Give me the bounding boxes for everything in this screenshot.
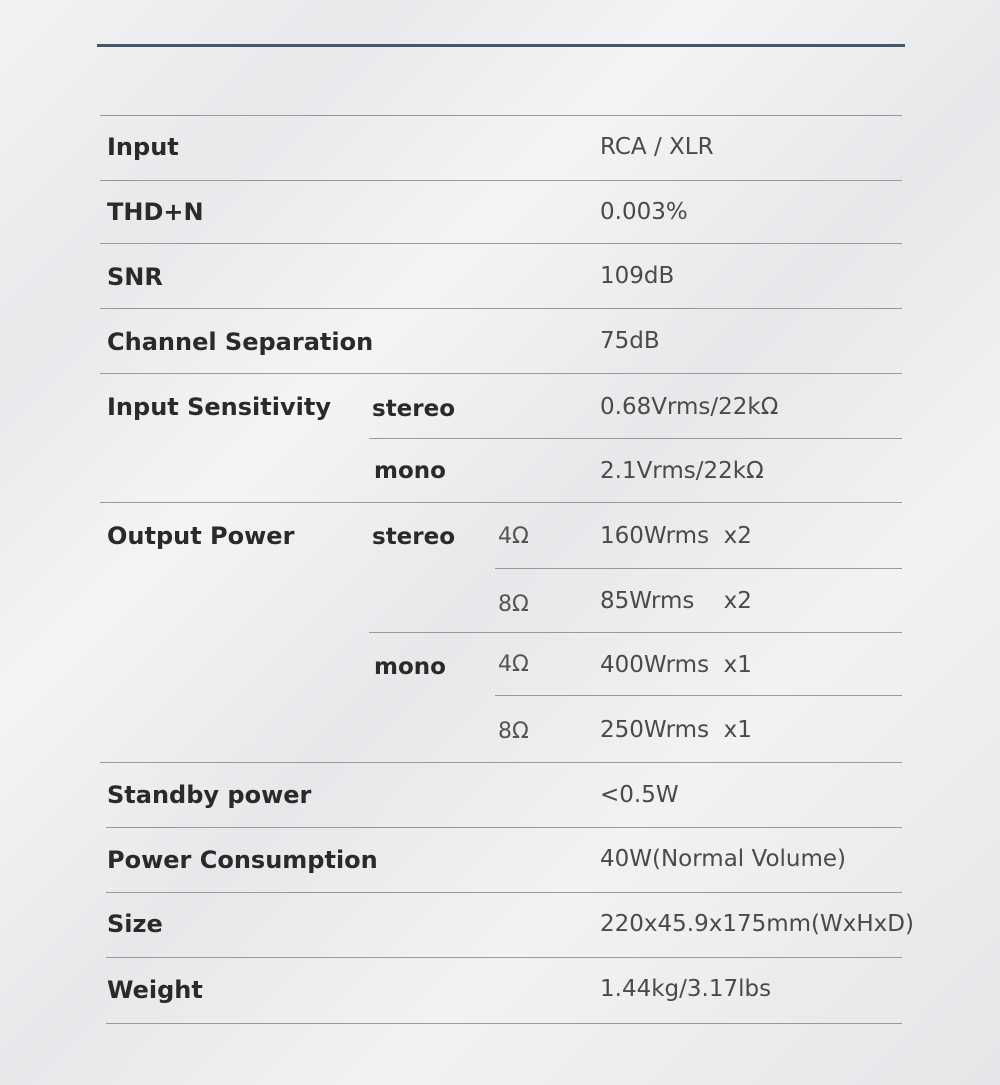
- spec-value-output-stereo-4ohm: 160Wrms x2: [600, 523, 752, 549]
- row-divider: [100, 115, 902, 116]
- sub-label-mono: mono: [374, 458, 446, 484]
- spec-label-channel-separation: Channel Separation: [107, 328, 374, 356]
- spec-label-size: Size: [107, 910, 163, 938]
- spec-value-size: 220x45.9x175mm(WxHxD): [600, 911, 914, 937]
- sub-row-divider: [369, 632, 902, 633]
- row-divider: [106, 827, 902, 828]
- spec-value-weight: 1.44kg/3.17lbs: [600, 976, 772, 1002]
- sub-row-divider: [495, 568, 902, 569]
- top-divider-bar: [97, 44, 905, 47]
- sub-row-divider: [495, 695, 902, 696]
- spec-value-snr: 109dB: [600, 263, 675, 289]
- spec-label-input: Input: [107, 133, 179, 161]
- spec-label-output-power: Output Power: [107, 522, 295, 550]
- spec-value-output-mono-4ohm: 400Wrms x1: [600, 652, 752, 678]
- sub-row-divider: [369, 438, 902, 439]
- row-divider: [100, 243, 902, 244]
- spec-label-standby-power: Standby power: [107, 781, 312, 809]
- spec-label-thd: THD+N: [107, 198, 204, 226]
- impedance-label: 4Ω: [498, 652, 529, 677]
- spec-value-thd: 0.003%: [600, 199, 688, 225]
- spec-label-power-consumption: Power Consumption: [107, 846, 378, 874]
- spec-value-channel-separation: 75dB: [600, 328, 660, 354]
- row-divider: [100, 180, 902, 181]
- spec-label-snr: SNR: [107, 263, 163, 291]
- spec-value-power-consumption: 40W(Normal Volume): [600, 846, 847, 872]
- sub-label-stereo: stereo: [372, 396, 456, 422]
- row-divider: [100, 762, 902, 763]
- row-divider: [100, 308, 902, 309]
- sub-label-mono: mono: [374, 654, 446, 680]
- impedance-label: 8Ω: [498, 592, 529, 617]
- row-divider: [106, 892, 902, 893]
- spec-label-input-sensitivity: Input Sensitivity: [107, 393, 331, 421]
- spec-value-input-sensitivity-stereo: 0.68Vrms/22kΩ: [600, 394, 779, 420]
- row-divider: [106, 957, 902, 958]
- spec-value-output-stereo-8ohm: 85Wrms x2: [600, 588, 752, 614]
- row-divider: [100, 373, 902, 374]
- row-divider: [100, 502, 902, 503]
- spec-value-input-sensitivity-mono: 2.1Vrms/22kΩ: [600, 458, 764, 484]
- sub-label-stereo: stereo: [372, 524, 456, 550]
- spec-value-output-mono-8ohm: 250Wrms x1: [600, 717, 752, 743]
- spec-value-input: RCA / XLR: [600, 134, 714, 160]
- impedance-label: 4Ω: [498, 524, 529, 549]
- row-divider: [106, 1023, 902, 1024]
- spec-label-weight: Weight: [107, 976, 203, 1004]
- spec-value-standby-power: <0.5W: [600, 782, 679, 808]
- impedance-label: 8Ω: [498, 719, 529, 744]
